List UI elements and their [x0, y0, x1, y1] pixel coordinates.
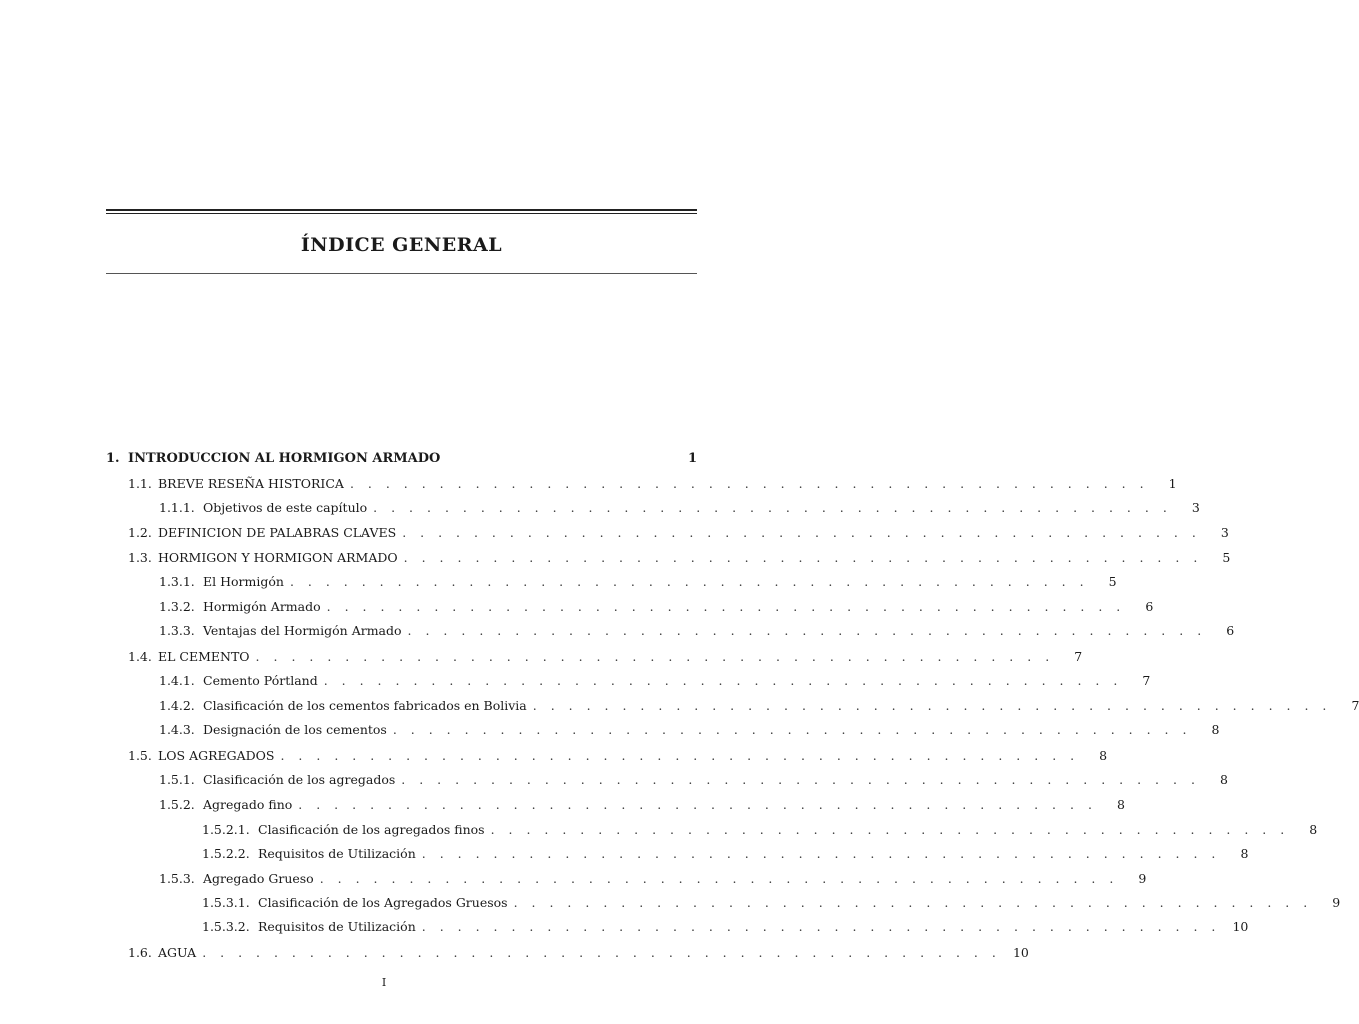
toc-entry-page: 5 — [1108, 574, 1117, 589]
toc-entry[interactable] — [159, 597, 1154, 617]
toc-leader-dots: . . . . . . . . . . . . . . . . . . . . . . . . . . . . . . . . . . . . . . . . . . . . . — [349, 476, 1149, 491]
toc-leader-dots: . . . . . . . . . . . . . . . . . . . . . . . . . . . . . . . . . . . . . . . . . . . . . — [319, 871, 1119, 886]
toc-leader-dots: . . . . . . . . . . . . . . . . . . . . . . . . . . . . . . . . . . . . . . . . . . . . . — [402, 525, 1201, 540]
toc-entry-number: 1.6. — [128, 945, 152, 960]
toc-entry-title: El Hormigón — [203, 574, 284, 589]
toc-entry-page: 8 — [1219, 772, 1228, 787]
toc-entry-page: 10 — [1232, 919, 1249, 934]
toc-entry-number: 1.3.2. — [159, 599, 195, 614]
toc-entry-page: 8 — [1240, 846, 1249, 861]
toc-chapter-number: 1. — [106, 451, 120, 466]
toc-entry[interactable] — [128, 746, 1108, 766]
toc-entry-title: Agregado Grueso — [203, 871, 314, 886]
toc-entry-title: Clasificación de los Agregados Gruesos — [258, 895, 508, 910]
page-title: ÍNDICE GENERAL — [300, 234, 503, 256]
toc-entry-page: 1 — [1168, 476, 1177, 491]
toc-entry-title: DEFINICION DE PALABRAS CLAVES — [158, 525, 397, 540]
toc-leader-dots: . . . . . . . . . . . . . . . . . . . . . . . . . . . . . . . . . . . . . . . . . . . . . — [513, 895, 1313, 910]
toc-entry-page: 8 — [1116, 797, 1125, 812]
toc-entry[interactable] — [159, 621, 1235, 641]
toc-entry-page: 3 — [1191, 500, 1200, 515]
toc-entry-title: Requisitos de Utilización — [258, 919, 416, 934]
toc-entry-title: HORMIGON Y HORMIGON ARMADO — [158, 550, 398, 565]
toc-entry-page: 8 — [1309, 822, 1318, 837]
toc-entry-number: 1.3. — [128, 550, 152, 565]
toc-entry-title: Designación de los cementos — [203, 722, 387, 737]
toc-entry-page: 8 — [1211, 722, 1220, 737]
toc-leader-dots: . . . . . . . . . . . . . . . . . . . . . . . . . . . . . . . . . . . . . . . . . . . . . — [202, 945, 1001, 960]
toc-leader-dots: . . . . . . . . . . . . . . . . . . . . . . . . . . . . . . . . . . . . . . . . . . . . . — [255, 649, 1055, 664]
toc-leader-dots: . . . . . . . . . . . . . . . . . . . . . . . . . . . . . . . . . . . . . . . . . . . . . — [323, 673, 1123, 688]
toc-entry[interactable] — [128, 943, 1029, 963]
toc-entry[interactable] — [159, 572, 1117, 592]
toc-leader-dots: . . . . . . . . . . . . . . . . . . . . . . . . . . . . . . . . . . . . . . . . . . . . . — [373, 500, 1172, 515]
toc-entry-title: BREVE RESEÑA HISTORICA — [158, 476, 344, 491]
toc-entry-number: 1.5.2. — [159, 797, 195, 812]
toc-entry-title: Cemento Pórtland — [203, 673, 318, 688]
toc-leader-dots: . . . . . . . . . . . . . . . . . . . . . . . . . . . . . . . . . . . . . . . . . . . . . — [403, 550, 1203, 565]
toc-entry[interactable] — [202, 917, 1249, 937]
toc-entry[interactable] — [159, 671, 1151, 691]
toc-entry-number: 1.4.3. — [159, 722, 195, 737]
toc-entry[interactable] — [128, 548, 1231, 568]
toc-entry[interactable] — [202, 820, 1318, 840]
toc-entry-number: 1.5. — [128, 748, 152, 763]
toc-leader-dots: . . . . . . . . . . . . . . . . . . . . . . . . . . . . . . . . . . . . . . . . . . . . . — [298, 797, 1097, 812]
toc-leader-dots: . . . . . . . . . . . . . . . . . . . . . . . . . . . . . . . . . . . . . . . . . . . . . — [326, 599, 1126, 614]
toc-entry-number: 1.1.1. — [159, 500, 195, 515]
toc-chapter[interactable] — [106, 449, 697, 469]
toc-entry-title: Requisitos de Utilización — [258, 846, 416, 861]
toc-entry-page: 8 — [1099, 748, 1108, 763]
toc-leader-dots: . . . . . . . . . . . . . . . . . . . . . . . . . . . . . . . . . . . . . . . . . . . . . — [490, 822, 1290, 837]
toc-leader-dots: . . . . . . . . . . . . . . . . . . . . . . . . . . . . . . . . . . . . . . . . . . . . . — [532, 698, 1332, 713]
toc-entry-title: Clasificación de los cementos fabricados en Bolivia — [203, 698, 527, 713]
toc-entry-number: 1.5.3.2. — [202, 919, 250, 934]
toc-entry[interactable] — [202, 893, 1341, 913]
toc-entry[interactable] — [159, 869, 1147, 889]
toc-entry-number: 1.3.1. — [159, 574, 195, 589]
toc-entry-number: 1.5.2.2. — [202, 846, 250, 861]
toc-entry-number: 1.4. — [128, 649, 152, 664]
toc-entry-number: 1.2. — [128, 525, 152, 540]
toc-leader-dots: . . . . . . . . . . . . . . . . . . . . . . . . . . . . . . . . . . . . . . . . . . . . . — [289, 574, 1089, 589]
toc-entry-number: 1.3.3. — [159, 623, 195, 638]
toc-entry[interactable] — [128, 474, 1177, 494]
toc-entry[interactable] — [159, 498, 1200, 518]
toc-entry-page: 6 — [1226, 623, 1235, 638]
toc-entry-title: Clasificación de los agregados — [203, 772, 396, 787]
toc-entry[interactable] — [128, 523, 1229, 543]
toc-entry-page: 3 — [1220, 525, 1229, 540]
toc-entry-title: Ventajas del Hormigón Armado — [203, 623, 402, 638]
toc-leader-dots: . . . . . . . . . . . . . . . . . . . . . . . . . . . . . . . . . . . . . . . . . . . . . — [421, 846, 1221, 861]
toc-leader-dots: . . . . . . . . . . . . . . . . . . . . . . . . . . . . . . . . . . . . . . . . . . . . . — [280, 748, 1080, 763]
toc-entry-number: 1.5.2.1. — [202, 822, 250, 837]
toc-entry-number: 1.4.2. — [159, 698, 195, 713]
toc-entry-number: 1.5.1. — [159, 772, 195, 787]
toc-leader-dots: . . . . . . . . . . . . . . . . . . . . . . . . . . . . . . . . . . . . . . . . . . . . . — [407, 623, 1207, 638]
toc-entry[interactable] — [202, 844, 1249, 864]
toc-entry[interactable] — [128, 647, 1083, 667]
toc-leader-dots: . . . . . . . . . . . . . . . . . . . . . . . . . . . . . . . . . . . . . . . . . . . . . — [421, 919, 1221, 934]
toc-entry-title: Clasificación de los agregados finos — [258, 822, 485, 837]
toc-entry-page: 7 — [1074, 649, 1083, 664]
toc-entry[interactable] — [159, 795, 1125, 815]
toc-entry-number: 1.4.1. — [159, 673, 195, 688]
toc-entry[interactable] — [159, 770, 1228, 790]
toc-chapter-title: INTRODUCCION AL HORMIGON ARMADO — [128, 451, 441, 466]
toc-leader-dots: . . . . . . . . . . . . . . . . . . . . . . . . . . . . . . . . . . . . . . . . . . . . . — [401, 772, 1200, 787]
toc-entry-title: LOS AGREGADOS — [158, 748, 275, 763]
toc-entry-number: 1.5.3. — [159, 871, 195, 886]
toc-entry-page: 9 — [1138, 871, 1147, 886]
toc-entry-title: Hormigón Armado — [203, 599, 321, 614]
toc-entry-number: 1.1. — [128, 476, 152, 491]
toc-leader-dots: . . . . . . . . . . . . . . . . . . . . . . . . . . . . . . . . . . . . . . . . . . . . . — [392, 722, 1192, 737]
page-number: I — [381, 976, 387, 989]
toc-entry-page: 7 — [1351, 698, 1359, 713]
toc-entry-title: Agregado fino — [203, 797, 293, 812]
toc-entry-page: 6 — [1145, 599, 1154, 614]
toc-entry[interactable] — [159, 696, 1359, 716]
toc-entry-page: 7 — [1142, 673, 1151, 688]
top-rule — [106, 209, 697, 211]
toc-entry-page: 10 — [1012, 945, 1029, 960]
toc-chapter-page: 1 — [687, 451, 697, 466]
toc-entry-page: 9 — [1332, 895, 1341, 910]
toc-entry-title: AGUA — [158, 945, 197, 960]
toc-entry-title: Objetivos de este capítulo — [203, 500, 368, 515]
title-rule — [106, 273, 697, 274]
toc-entry-title: EL CEMENTO — [158, 649, 250, 664]
toc-entry-page: 5 — [1222, 550, 1231, 565]
toc-entry-number: 1.5.3.1. — [202, 895, 250, 910]
toc-entry[interactable] — [159, 720, 1220, 740]
top-rule-secondary — [106, 213, 697, 214]
